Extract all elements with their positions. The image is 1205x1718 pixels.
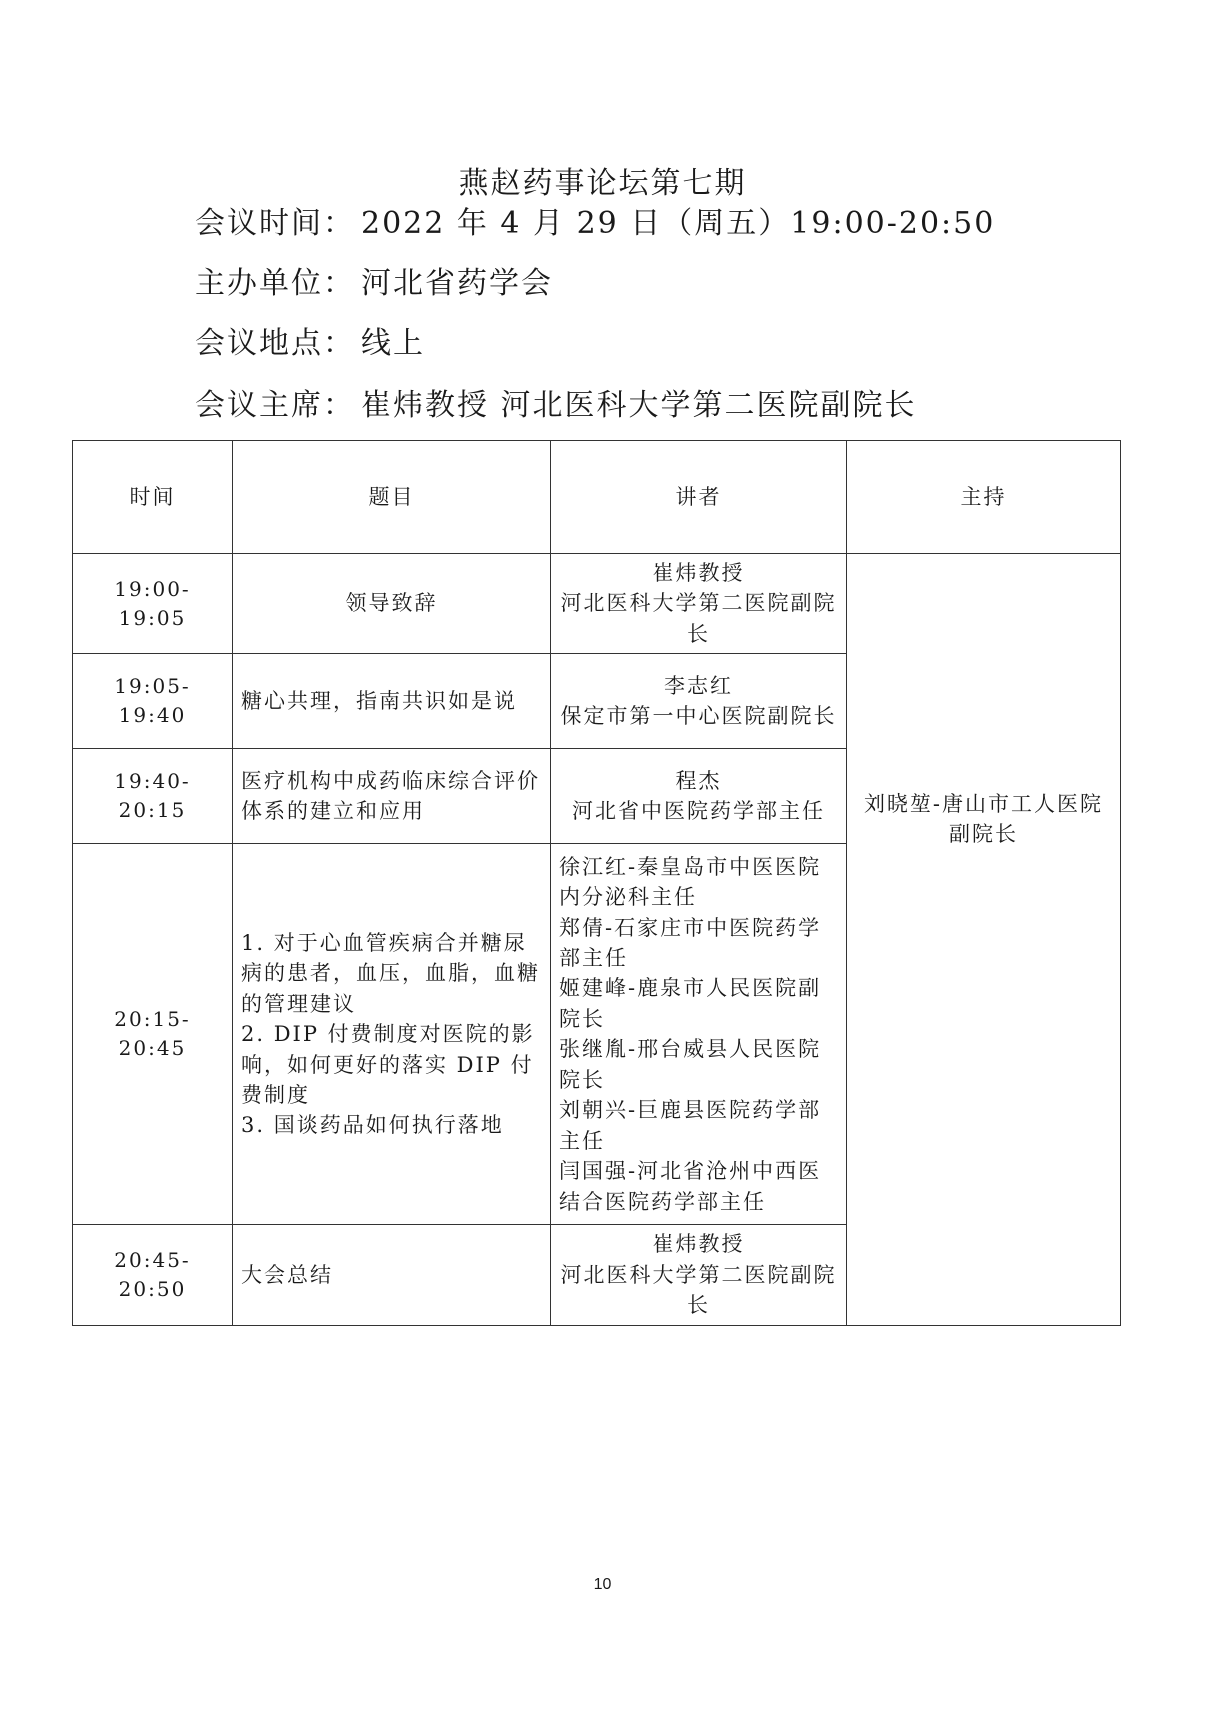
header-host: 主持: [847, 441, 1121, 554]
speaker-line: 崔炜教授: [652, 561, 745, 585]
host-cell: [847, 554, 1121, 1326]
organizer-line: [195, 258, 553, 302]
speaker-line: 刘朝兴-巨鹿县医院药学部主任: [559, 1098, 822, 1153]
venue-label: 会议地点：: [195, 326, 355, 361]
speaker-line: 李志红: [664, 673, 733, 698]
row-time: 19:40-20:15: [73, 749, 233, 844]
topic-line: 1. 对于心血管疾病合并糖尿病的患者，血压，血脂，血糖的管理建议: [241, 930, 540, 1016]
schedule-table: [72, 440, 1121, 1326]
organizer-label: 主办单位：: [195, 266, 355, 301]
meeting-time-value: 2022 年 4 月 29 日（周五）19:00-20:50: [361, 206, 996, 241]
row-topic: [233, 749, 551, 844]
page-number: 10: [593, 1576, 612, 1593]
topic-line: 糖心共理，指南共识如是说: [241, 689, 517, 714]
speaker-line: 保定市第一中心医院副院长: [560, 704, 837, 729]
row-time: 19:00-19:05: [73, 554, 233, 654]
chair-value: 崔炜教授 河北医科大学第二医院副院长: [361, 388, 917, 423]
speaker-line: 郑倩-石家庄市中医院药学部主任: [559, 915, 822, 970]
row-speaker: [551, 1225, 847, 1325]
speaker-line: 河北医科大学第二医院副院长: [560, 1262, 837, 1318]
speaker-line: 程杰: [675, 768, 722, 793]
organizer-value: 河北省药学会: [361, 266, 553, 301]
meeting-time-label: 会议时间：: [195, 206, 355, 241]
row-time: 19:05-19:40: [73, 654, 233, 749]
row-time: 20:45-20:50: [73, 1225, 233, 1325]
header-speaker: 讲者: [551, 441, 847, 554]
topic-line: 医疗机构中成药临床综合评价体系的建立和应用: [241, 768, 540, 824]
row-speaker: [551, 554, 847, 654]
row-speaker: [551, 749, 847, 844]
speaker-line: 河北省中医院药学部主任: [572, 799, 825, 824]
row-speaker: [551, 844, 847, 1225]
row-speaker: [551, 654, 847, 749]
topic-line: 2. DIP 付费制度对医院的影响，如何更好的落实 DIP 付费制度: [241, 1022, 535, 1107]
row-time: 20:15-20:45: [73, 844, 233, 1225]
host-name: 刘晓堃-唐山市工人医院副院长: [863, 791, 1104, 847]
header-time: 时间: [73, 441, 233, 554]
meeting-time-line: [195, 198, 995, 242]
header-topic: 题目: [233, 441, 551, 554]
speaker-line: 崔炜教授: [652, 1232, 745, 1257]
speaker-line: 姬建峰-鹿泉市人民医院副院长: [559, 976, 822, 1031]
page-title: 燕赵药事论坛第七期: [458, 166, 747, 201]
row-topic: [233, 1225, 551, 1325]
venue-line: [195, 318, 425, 362]
topic-line: 领导致辞: [345, 591, 438, 616]
row-topic: [233, 654, 551, 749]
chair-label: 会议主席：: [195, 388, 355, 423]
venue-value: 线上: [361, 326, 425, 361]
speaker-line: 徐江红-秦皇岛市中医医院内分泌科主任: [559, 854, 822, 910]
topic-line: 大会总结: [241, 1262, 333, 1287]
topic-line: 3. 国谈药品如何执行落地: [241, 1113, 504, 1138]
speaker-line: 河北医科大学第二医院副院长: [560, 591, 837, 646]
speaker-line: 闫国强-河北省沧州中西医结合医院药学部主任: [559, 1159, 822, 1214]
row-topic: [233, 844, 551, 1225]
speaker-line: 张继胤-邢台威县人民医院院长: [559, 1037, 822, 1092]
row-topic: [233, 554, 551, 654]
chair-line: [195, 380, 917, 424]
table-row: [73, 554, 1121, 654]
table-header-row: [73, 441, 1121, 554]
